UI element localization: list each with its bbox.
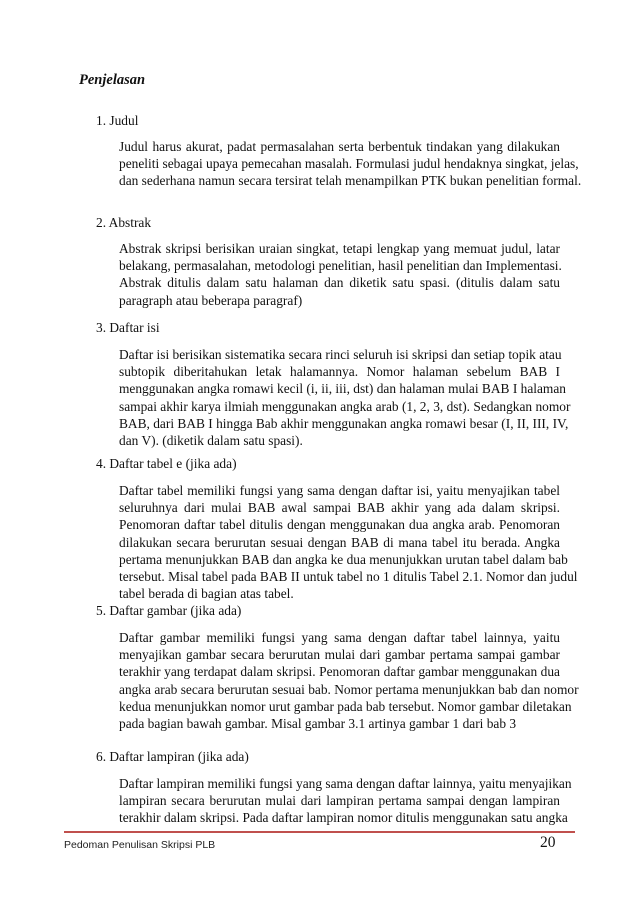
paragraph-daftar-isi (119, 346, 571, 449)
paragraph-line: dan V). (diketik dalam satu spasi). (119, 432, 303, 448)
section-title-abstrak: 2. Abstrak (96, 215, 152, 230)
paragraph-line: pertama menunjukkan BAB dan angka ke dua menunjukkan urutan tabel dalam bab (119, 551, 568, 567)
paragraph-line: lampiran secara berurutan mulai dari lampiran pertama sampai dengan lampiran (119, 793, 560, 809)
paragraph-line: Judul harus akurat, padat permasalahan serta berbentuk tindakan yang dilakukan (119, 139, 560, 154)
paragraph-line: Daftar isi berisikan sistematika secara rinci seluruh isi skripsi dan setiap topik atau (119, 347, 562, 362)
paragraph-line: paragraph atau beberapa paragraf) (119, 292, 303, 308)
paragraph-line: subtopik diberitahukan letak halamannya. Nomor halaman sebelum BAB I (119, 364, 560, 380)
paragraph-line: belakang, permasalahan, metodologi penelitian, hasil penelitian dan Implementasi. (119, 258, 562, 274)
paragraph-line: Daftar gambar memiliki fungsi yang sama dengan daftar tabel lainnya, yaitu (119, 630, 560, 645)
paragraph-daftar-gambar (119, 629, 579, 732)
paragraph-line: dilakukan secara berurutan sesuai dengan BAB di mana tabel itu berada. Angka (119, 534, 560, 550)
paragraph-line: terakhir dalam skripsi. Pada daftar lampiran nomor ditulis menggunakan satu angka (119, 810, 568, 826)
paragraph-judul (119, 138, 582, 190)
section-title-daftar-lampiran: 6. Daftar lampiran (jika ada) (96, 749, 249, 764)
page-heading: Penjelasan (79, 72, 146, 88)
paragraph-line: sampai akhir karya ilmiah menggunakan angka arab (1, 2, 3, dst). Sedangkan nomor (119, 398, 571, 414)
page-number: 20 (540, 834, 556, 851)
paragraph-line: kedua menunjukkan nomor urut gambar pada bab tersebut. Nomor gambar diletakan (119, 698, 572, 714)
footer-divider (64, 831, 575, 833)
paragraph-line: angka arab secara berurutan sesuai bab. Nomor pertama menunjukkan bab dan nomor (119, 681, 579, 697)
paragraph-daftar-tabel (119, 482, 578, 602)
paragraph-line: menyajikan gambar secara berurutan mulai dari gambar pertama sampai gambar (119, 647, 560, 663)
section-title-daftar-tabel: 4. Daftar tabel e (jika ada) (96, 456, 237, 471)
paragraph-line: Abstrak ditulis dalam satu halaman dan diketik satu spasi. (ditulis dalam satu (119, 275, 560, 291)
paragraph-abstrak (119, 240, 560, 309)
section-title-daftar-isi: 3. Daftar isi (96, 320, 160, 335)
paragraph-line: tersebut. Misal tabel pada BAB II untuk tabel no 1 ditulis Tabel 2.1. Nomor dan judul (119, 568, 578, 584)
paragraph-line: menggunakan angka romawi kecil (i, ii, iii, dst) dan halaman mulai BAB I halaman (119, 381, 566, 397)
paragraph-line: tabel berada di bagian atas tabel. (119, 586, 294, 602)
paragraph-daftar-lampiran (119, 775, 572, 827)
footer-document-title: Pedoman Penulisan Skripsi PLB (64, 839, 216, 851)
paragraph-line: peneliti sebagai upaya pemecahan masalah. Formulasi judul hendaknya singkat, jelas, (119, 156, 579, 172)
section-title-daftar-gambar: 5. Daftar gambar (jika ada) (96, 603, 242, 618)
paragraph-line: BAB, dari BAB I hingga Bab akhir menggunakan angka romawi besar (I, II, III, IV, (119, 415, 569, 431)
section-title-judul: 1. Judul (96, 113, 139, 128)
paragraph-line: Daftar lampiran memiliki fungsi yang sama dengan daftar lainnya, yaitu menyajikan (119, 776, 572, 791)
paragraph-line: pada bagian bawah gambar. Misal gambar 3.1 artinya gambar 1 dari bab 3 (119, 715, 517, 731)
paragraph-line: terakhir yang terdapat dalam skripsi. Penomoran daftar gambar menggunakan dua (119, 664, 560, 680)
paragraph-line: Daftar tabel memiliki fungsi yang sama dengan daftar isi, yaitu menyajikan tabel (119, 483, 560, 498)
paragraph-line: dan sederhana namun secara tersirat telah menampilkan PTK bukan penelitian formal. (119, 173, 582, 189)
paragraph-line: Abstrak skripsi berisikan uraian singkat, tetapi lengkap yang memuat judul, latar (119, 241, 560, 256)
paragraph-line: seluruhnya dari mulai BAB awal sampai BAB akhir yang ada dalam skripsi. (119, 500, 560, 516)
paragraph-line: Penomoran daftar tabel ditulis dengan menggunakan dua angka arab. Penomoran (119, 517, 560, 533)
